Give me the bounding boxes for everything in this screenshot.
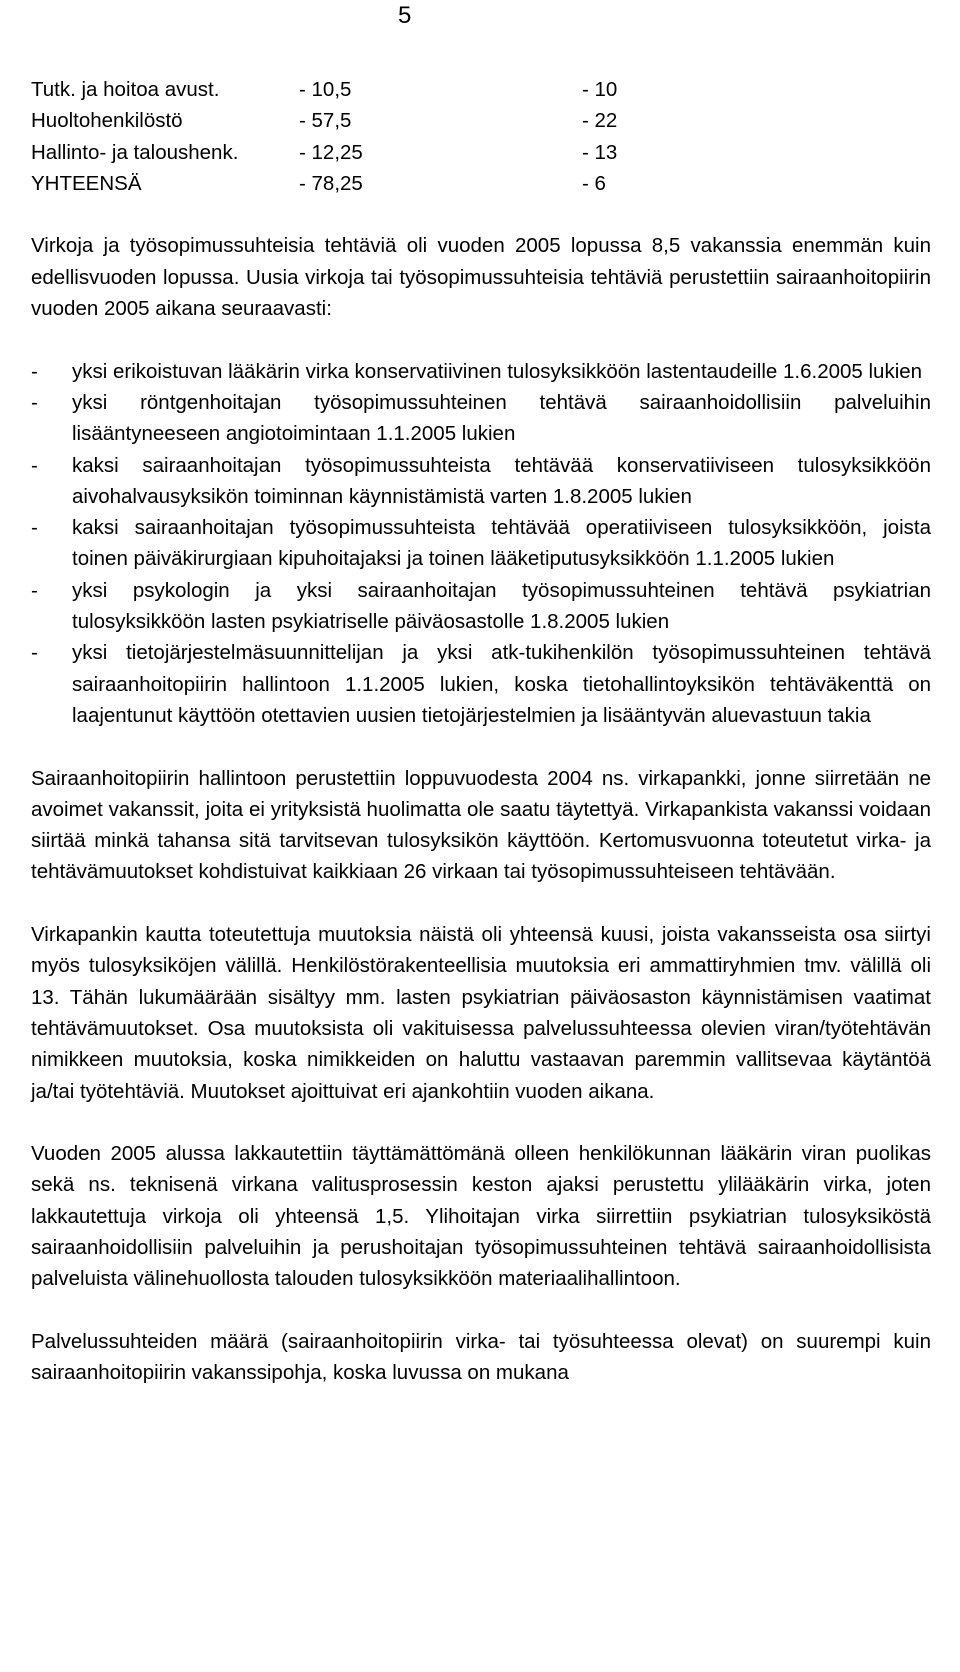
list-item-text: yksi psykologin ja yksi sairaanhoitajan työsopimussuhteinen tehtävä psykiatrian tulosyksikköön lasten psykiatriselle päiväosastolle 1.8.2005 lukien <box>72 578 931 634</box>
row-value-1: - 57,5 <box>299 109 352 133</box>
list-item <box>31 512 931 575</box>
bullet-dash: - <box>31 390 38 414</box>
list-item <box>31 356 931 387</box>
list-item-text: yksi röntgenhoitajan työsopimussuhteinen tehtävä sairaanhoidollisiin palveluihin lisääntyneeseen angiotoimintaan 1.1.2005 lukien <box>72 390 931 446</box>
page-number: 5 <box>398 2 412 29</box>
list-item <box>31 575 931 638</box>
intro-paragraph: Virkoja ja työsopimussuhteisia tehtäviä oli vuoden 2005 lopussa 8,5 vakanssia enemmän kuin edellisvuoden lopussa. Uusia virkoja tai työsopimussuhteisia tehtäviä perustettiin sairaanhoitopiirin vuoden 2005 aikana seuraavasti: <box>31 234 931 321</box>
row-label: Hallinto- ja taloushenk. <box>31 140 239 164</box>
list-item-text: kaksi sairaanhoitajan työsopimussuhteista tehtävää konservatiiviseen tulosyksikköön aivohalvausyksikön toiminnan käynnistämistä varten 1.8.2005 lukien <box>72 453 931 508</box>
list-item <box>31 637 931 731</box>
paragraph-changes: Virkapankin kautta toteutettuja muutoksia näistä oli yhteensä kuusi, joista vakansseista osa siirtyi myös tulosyksiköjen välillä. Henkilöstörakenteellisia muutoksia eri ammattiryhmien tmv. välillä oli 13. Tähän lukumäärään sisältyy mm. lasten psykiatrian päiväosaston käynnistämisen vaatimat tehtävämuutokset. Osa muutoksista oli vakituisessa palvelussuhteessa olevien viran/työtehtävän nimikkeen muutoksia, koska nimikkeiden on haluttu vastaavan paremmin vallitsevaa käytäntöä ja/tai työtehtäviä. Muutokset ajoittuivat eri ajankohtiin vuoden aikana. <box>31 923 931 1103</box>
row-value-1: - 78,25 <box>299 171 363 195</box>
staff-change-table <box>31 74 931 199</box>
row-label: YHTEENSÄ <box>31 171 142 195</box>
row-value-2: - 6 <box>582 171 606 195</box>
row-value-2: - 13 <box>582 140 618 164</box>
new-positions-list <box>31 356 931 732</box>
document-body <box>31 74 931 1388</box>
paragraph-abolished-posts: Vuoden 2005 alussa lakkautettiin täyttämättömänä olleen henkilökunnan lääkärin viran puolikas sekä ns. teknisenä virkana valitusprosessin keston ajaksi perustettu ylilääkärin virka, joten lakkautettuja virkoja oli yhteensä 1,5. Ylihoitajan virka siirrettiin psykiatrian tulosyksiköstä sairaanhoidollisiin palveluihin ja perushoitajan työsopimussuhteinen tehtävä sairaanhoidollisista palveluista välinehuollosta talouden tulosyksikköön materiaalihallintoon. <box>31 1142 931 1291</box>
table-row <box>31 137 931 168</box>
row-value-2: - 22 <box>582 109 618 133</box>
row-value-1: - 10,5 <box>299 78 352 101</box>
list-item <box>31 387 931 450</box>
list-item-text: kaksi sairaanhoitajan työsopimussuhteista tehtävää operatiiviseen tulosyksikköön, joista toinen päiväkirurgiaan kipuhoitajaksi ja toinen lääketiputusyksikköön 1.1.2005 lukien <box>72 516 931 571</box>
bullet-dash: - <box>31 641 38 665</box>
list-item-text: yksi erikoistuvan lääkärin virka konservatiivinen tulosyksikköön lastentaudeille 1.6.2005 lukien <box>72 359 923 383</box>
bullet-dash: - <box>31 516 38 540</box>
paragraph-employment-count: Palvelussuhteiden määrä (sairaanhoitopiirin virka- tai työsuhteessa olevat) on suurempi kuin sairaanhoitopiirin vakanssipohja, koska luvussa on mukana <box>31 1329 931 1385</box>
row-value-1: - 12,25 <box>299 140 363 164</box>
table-row <box>31 74 931 105</box>
row-label: Tutk. ja hoitoa avust. <box>31 78 220 101</box>
row-label: Huoltohenkilöstö <box>31 109 183 133</box>
bullet-dash: - <box>31 578 38 602</box>
row-value-2: - 10 <box>582 78 618 101</box>
paragraph-virkapankki: Sairaanhoitopiirin hallintoon perustettiin loppuvuodesta 2004 ns. virkapankki, jonne siirretään ne avoimet vakanssit, joita ei yrityksistä huolimatta ole saatu täytettyä. Virkapankista vakanssi voidaan siirtää minkä tahansa sitä tarvitsevan tulosyksikön käyttöön. Kertomusvuonna toteutetut virka- ja tehtävämuutokset kohdistuivat kaikkiaan 26 virkaan tai työsopimussuhteiseen tehtävään. <box>31 766 931 884</box>
bullet-dash: - <box>31 359 38 383</box>
table-row <box>31 168 931 199</box>
table-row <box>31 105 931 136</box>
bullet-dash: - <box>31 453 38 477</box>
list-item-text: yksi tietojärjestelmäsuunnittelijan ja yksi atk-tukihenkilön työsopimussuhteinen tehtävä sairaanhoitopiirin hallintoon 1.1.2005 lukien, koska tietohallintoyksikön tehtäväkenttä on laajentunut käyttöön otettavien uusien tietojärjestelmien ja lisääntyvän aluevastuun takia <box>72 641 931 727</box>
list-item <box>31 450 931 513</box>
